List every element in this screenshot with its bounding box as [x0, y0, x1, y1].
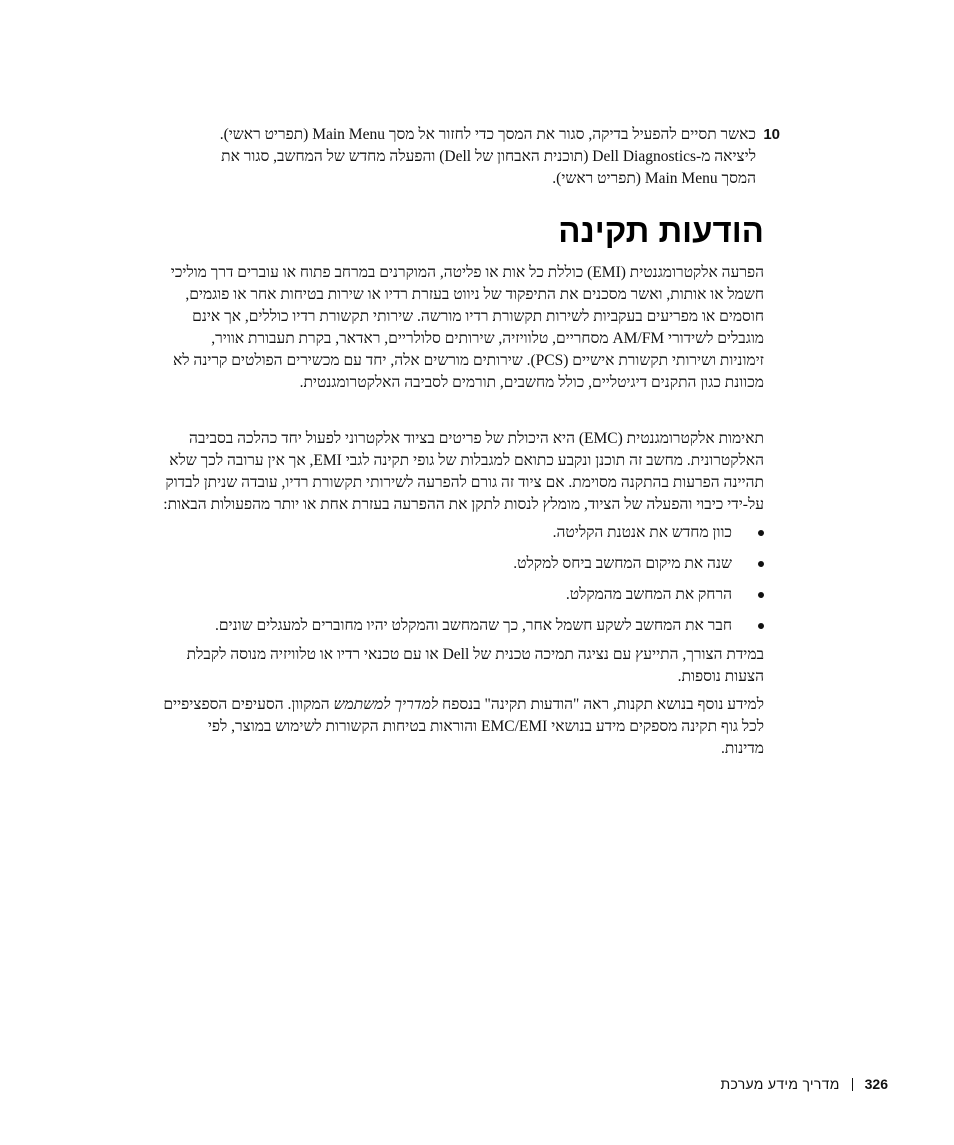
- step-number: 10: [763, 126, 780, 143]
- emc-line: תהיינה הפרעות בהתקנה מסוימת. אם ציוד זה גורם להפרעה לשירותי תקשורת רדיו, עובדה שניתן לבדוק: [165, 474, 764, 491]
- page-footer: [720, 1076, 888, 1092]
- footer-divider: [852, 1078, 853, 1091]
- step-line-1: כאשר תסיים להפעיל בדיקה, סגור את המסך כדי לחזור אל מסך Main Menu (תפריט ראשי).: [219, 126, 756, 143]
- step-line-2: ליציאה מ-Dell Diagnostics (תוכנית האבחון של Dell) והפעלה מחדש של המחשב, סגור את: [221, 148, 756, 165]
- emi-line: חוסמים או מפריעים בעקביות לשירות תקשורת רדיו מורשה. שירותי תקשורת רדיו כוללים, אך אינם: [192, 308, 764, 325]
- page-number: 326: [864, 1076, 888, 1092]
- guide-title: מדריך מידע מערכת: [720, 1076, 840, 1092]
- corrective-actions-list: [120, 522, 742, 646]
- step-line-3: המסך Main Menu (תפריט ראשי).: [552, 170, 756, 187]
- support-line: במידת הצורך, התייעץ עם נציגה תמיכה טכנית של Dell או עם טכנאי רדיו או טלוויזיה מנוסה לקבלת: [186, 646, 764, 663]
- bullet-icon: [758, 530, 764, 536]
- support-paragraph: [96, 644, 764, 688]
- list-item: חבר את המחשב לשקע חשמל אחר, כך שהמחשב והמקלט יהיו מחוברים למעגלים שונים.: [120, 615, 742, 637]
- emc-line: תאימות אלקטרומגנטית (EMC) היא היכולת של פריטים בציוד אלקטרוני לפעול יחד כהלכה בסביבה: [189, 430, 764, 447]
- more-info-line: מדינות.: [720, 740, 764, 757]
- bullet-icon: [758, 592, 764, 598]
- emi-line: מוגבלים לשידורי AM/FM מסחריים, טלוויזיה, שירותים סלולריים, ראדאר, בקרת תעבורת אוויר,: [211, 330, 764, 347]
- emi-paragraph: [96, 262, 764, 394]
- bullet-icon: [758, 623, 764, 629]
- step-10: [120, 124, 780, 190]
- list-item: כוון מחדש את אנטנת הקליטה.: [120, 522, 742, 544]
- emi-line: חשמל או אותות, ואשר מסכנים את התיפקוד של ניווט בעזרת רדיו או שירות בטיחות אחר או פוגמים,: [185, 286, 764, 303]
- emi-line: זימוניות ושירותי תקשורת אישיים (PCS). שירותים מורשים אלה, יחד עם מכשירים הפולטים קרינה לא: [173, 352, 764, 369]
- list-item: שנה את מיקום המחשב ביחס למקלט.: [120, 553, 742, 575]
- emc-paragraph: [96, 428, 764, 516]
- emi-line: הפרעה אלקטרומגנטית (EMI) כוללת כל אות או פליטה, המוקרנים במרחב פתוח או עוברים דרך מוליכי: [170, 264, 764, 281]
- section-title: הודעות תקינה: [558, 212, 764, 249]
- user-guide-reference: למדריך למשתמש: [333, 696, 439, 713]
- more-info-line: לכל גוף תקינה מספקים מידע בנושאי EMC/EMI והוראות בטיחות הקשורות לשימוש במוצר, לפי: [207, 718, 764, 735]
- emc-line: על-ידי כיבוי והפעלה של הציוד, מומלץ לנסות לתקן את ההפרעה בעזרת אחת או יותר מהפעולות הבאות:: [163, 496, 764, 513]
- support-line: הצעות נוספות.: [677, 668, 764, 685]
- more-info-line: למידע נוסף בנושא תקנות, ראה "הודעות תקינה" בנספח למדריך למשתמש המקוון. הסעיפים הספציפיים: [163, 696, 764, 713]
- emi-line: מכוונת כגון התקנים דיגיטליים, כולל מחשבים, תורמים לסביבה האלקטרומגנטית.: [299, 374, 764, 391]
- bullet-icon: [758, 561, 764, 567]
- more-info-paragraph: [96, 694, 764, 760]
- list-item: הרחק את המחשב מהמקלט.: [120, 584, 742, 606]
- emc-line: האלקטרונית. מחשב זה תוכנן ונקבע כתואם למגבלות של גופי תקינה לגבי EMI, אך אין ערובה לכך שלא: [169, 452, 764, 469]
